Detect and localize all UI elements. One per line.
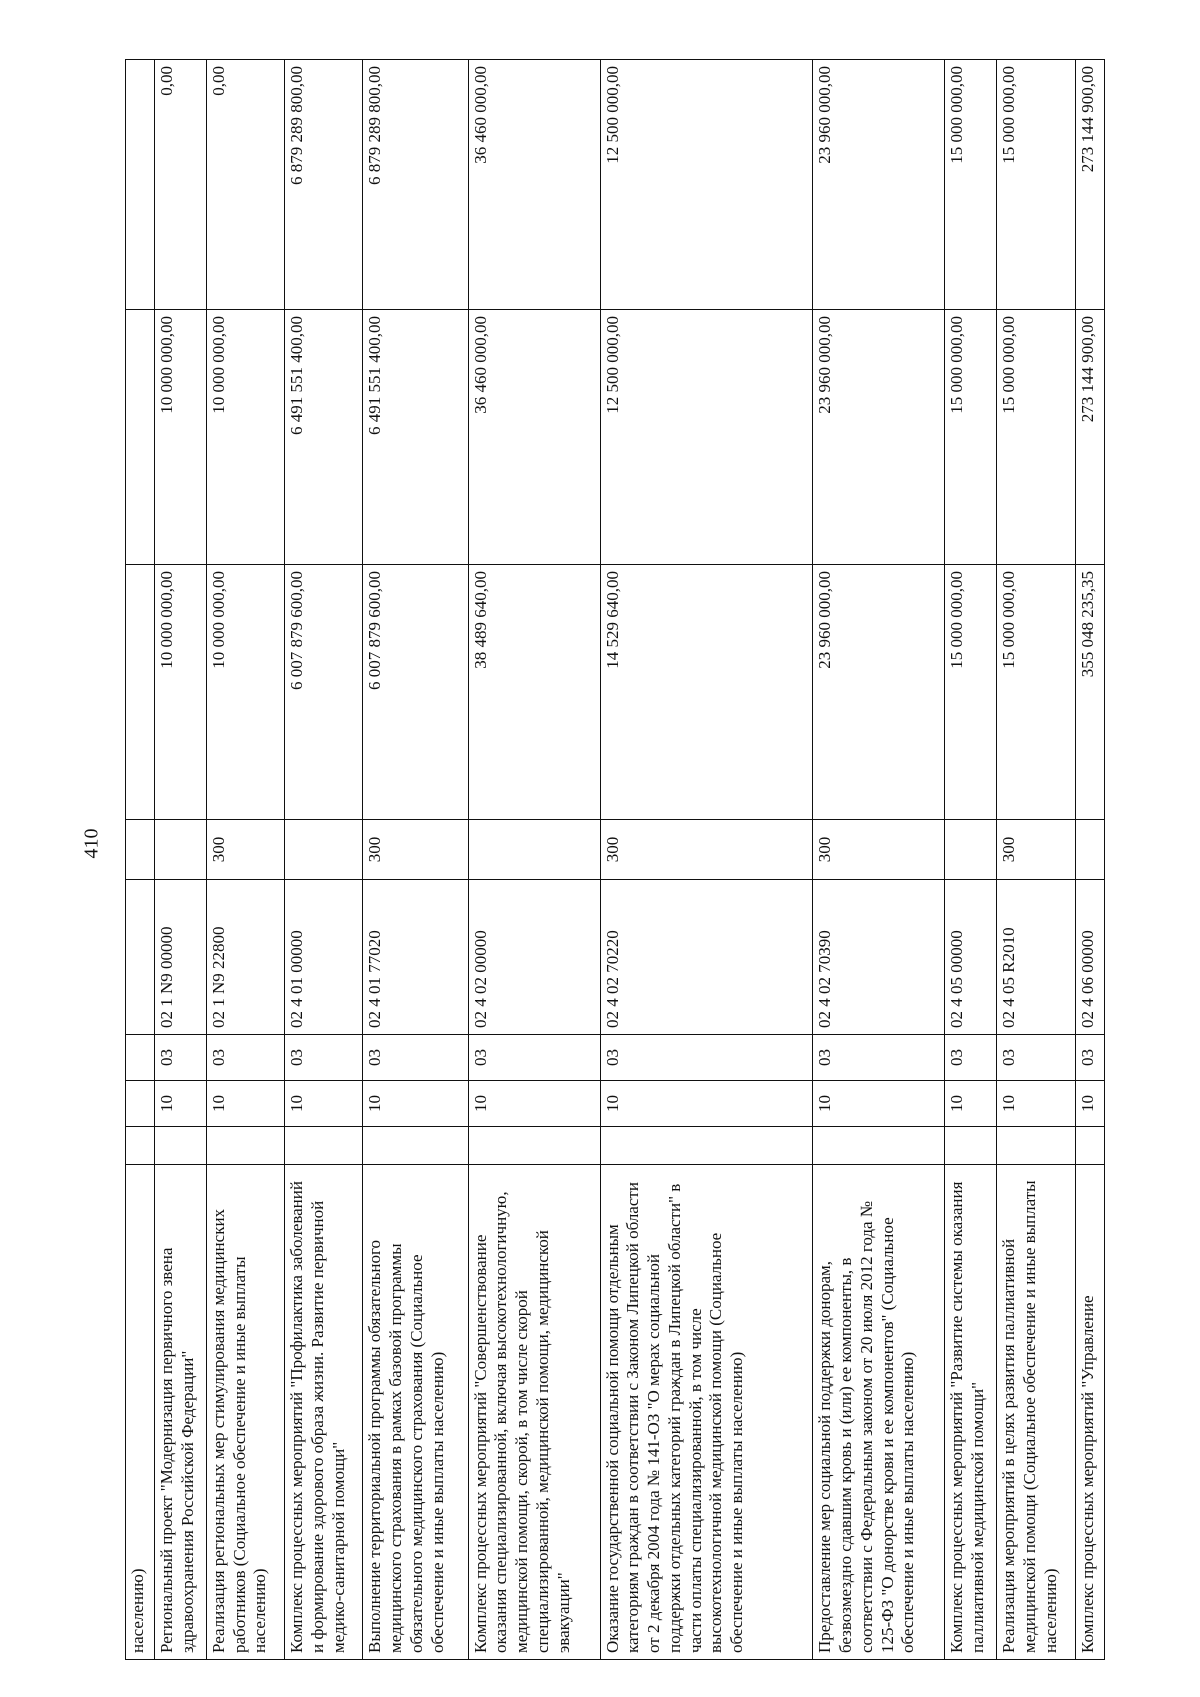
row-value-3: 6 879 289 800,00 — [285, 60, 363, 310]
row-gr — [468, 1127, 600, 1165]
row-rz: 10 — [997, 1081, 1075, 1127]
row-rz: 10 — [363, 1081, 468, 1127]
row-value-3: 12 500 000,00 — [600, 60, 813, 310]
row-name: Региональный проект "Модернизация первичного звена здравоохранения Российской Федерации" — [154, 1165, 206, 1660]
row-pr: 03 — [997, 1035, 1075, 1081]
row-pr: 03 — [468, 1035, 600, 1081]
row-name: Реализация региональных мер стимулирования медицинских работников (Социальное обеспечение и иные выплаты населению) — [206, 1165, 284, 1660]
row-rz: 10 — [945, 1081, 997, 1127]
row-vr: 300 — [997, 820, 1075, 880]
row-rz: 10 — [1075, 1081, 1104, 1127]
row-value-1: 23 960 000,00 — [813, 565, 945, 820]
row-name: Оказание государственной социальной помощи отдельным категориям граждан в соответствии с Законом Липецкой области от 2 декабря 2004 года № 141-ОЗ "О мерах социальной поддержки отдельных категорий граждан в Липецкой области" в части оплаты специализированной, в том числе высокотехнологичной медицинской помощи (Социальное обеспечение и иные выплаты населению) — [600, 1165, 813, 1660]
row-vr — [126, 820, 155, 880]
row-csr — [126, 880, 155, 1035]
table-row — [363, 60, 468, 1660]
row-vr: 300 — [206, 820, 284, 880]
row-value-3: 0,00 — [154, 60, 206, 310]
row-value-2 — [126, 310, 155, 565]
row-value-3: 36 460 000,00 — [468, 60, 600, 310]
row-value-3: 15 000 000,00 — [997, 60, 1075, 310]
row-csr: 02 4 02 70220 — [600, 880, 813, 1035]
row-pr: 03 — [945, 1035, 997, 1081]
row-value-2: 15 000 000,00 — [945, 310, 997, 565]
row-vr: 300 — [363, 820, 468, 880]
row-pr: 03 — [363, 1035, 468, 1081]
table-row — [206, 60, 284, 1660]
row-value-2: 23 960 000,00 — [813, 310, 945, 565]
table-row — [126, 60, 155, 1660]
row-value-3 — [126, 60, 155, 310]
row-vr — [154, 820, 206, 880]
row-csr: 02 4 05 00000 — [945, 880, 997, 1035]
row-gr — [945, 1127, 997, 1165]
row-value-2: 10 000 000,00 — [206, 310, 284, 565]
row-value-3: 23 960 000,00 — [813, 60, 945, 310]
row-name: Комплекс процессных мероприятий "Управление — [1075, 1165, 1104, 1660]
row-value-2: 10 000 000,00 — [154, 310, 206, 565]
row-value-3: 273 144 900,00 — [1075, 60, 1104, 310]
row-value-1: 6 007 879 600,00 — [363, 565, 468, 820]
row-value-1: 14 529 640,00 — [600, 565, 813, 820]
row-name: Комплекс процессных мероприятий "Профилактика заболеваний и формирование здорового образа жизни. Развитие первичной медико-санитарной помощи" — [285, 1165, 363, 1660]
table-row — [997, 60, 1075, 1660]
row-value-1: 15 000 000,00 — [997, 565, 1075, 820]
rotated-table-wrapper — [125, 60, 1105, 1660]
row-pr: 03 — [206, 1035, 284, 1081]
row-value-2: 12 500 000,00 — [600, 310, 813, 565]
table-row — [468, 60, 600, 1660]
row-csr: 02 4 02 00000 — [468, 880, 600, 1035]
row-gr — [997, 1127, 1075, 1165]
row-pr: 03 — [1075, 1035, 1104, 1081]
row-value-1: 15 000 000,00 — [945, 565, 997, 820]
row-gr — [285, 1127, 363, 1165]
table-row — [600, 60, 813, 1660]
row-rz — [126, 1081, 155, 1127]
row-gr — [813, 1127, 945, 1165]
row-gr — [154, 1127, 206, 1165]
row-pr: 03 — [154, 1035, 206, 1081]
row-name: Реализация мероприятий в целях развития паллиативной медицинской помощи (Социальное обеспечение и иные выплаты населению) — [997, 1165, 1075, 1660]
row-pr — [126, 1035, 155, 1081]
row-csr: 02 4 01 00000 — [285, 880, 363, 1035]
row-name: Выполнение территориальной программы обязательного медицинского страхования в рамках базовой программы обязательного медицинского страхования (Социальное обеспечение и иные выплаты населению) — [363, 1165, 468, 1660]
row-csr: 02 4 01 77020 — [363, 880, 468, 1035]
row-value-2: 273 144 900,00 — [1075, 310, 1104, 565]
row-csr: 02 4 05 R2010 — [997, 880, 1075, 1035]
row-value-1 — [126, 565, 155, 820]
row-rz: 10 — [206, 1081, 284, 1127]
row-csr: 02 4 02 70390 — [813, 880, 945, 1035]
row-csr: 02 1 N9 00000 — [154, 880, 206, 1035]
row-pr: 03 — [600, 1035, 813, 1081]
row-name: Комплекс процессных мероприятий "Совершенствование оказания специализированной, включая высокотехнологичную, медицинской помощи, скорой, в том числе скорой специализированной, медицинской помощи, медицинской эвакуации" — [468, 1165, 600, 1660]
row-vr: 300 — [813, 820, 945, 880]
row-value-3: 6 879 289 800,00 — [363, 60, 468, 310]
row-gr — [206, 1127, 284, 1165]
row-name: Предоставление мер социальной поддержки донорам, безвозмездно сдавшим кровь и (или) ее компоненты, в соответствии с Федеральным законом от 20 июля 2012 года № 125-ФЗ "О донорстве крови и ее компонентов" (Социальное обеспечение и иные выплаты населению) — [813, 1165, 945, 1660]
row-name: населению) — [126, 1165, 155, 1660]
row-rz: 10 — [813, 1081, 945, 1127]
table-row — [813, 60, 945, 1660]
row-rz: 10 — [285, 1081, 363, 1127]
page-number: 410 — [80, 828, 103, 859]
table-row — [154, 60, 206, 1660]
table-row — [285, 60, 363, 1660]
row-value-3: 15 000 000,00 — [945, 60, 997, 310]
row-gr — [363, 1127, 468, 1165]
row-value-1: 6 007 879 600,00 — [285, 565, 363, 820]
row-value-2: 36 460 000,00 — [468, 310, 600, 565]
row-value-3: 0,00 — [206, 60, 284, 310]
row-value-2: 6 491 551 400,00 — [363, 310, 468, 565]
budget-table — [125, 59, 1105, 1660]
table-row — [1075, 60, 1104, 1660]
row-value-1: 10 000 000,00 — [154, 565, 206, 820]
row-value-1: 10 000 000,00 — [206, 565, 284, 820]
table-row — [945, 60, 997, 1660]
row-gr — [1075, 1127, 1104, 1165]
row-csr: 02 4 06 00000 — [1075, 880, 1104, 1035]
row-value-2: 6 491 551 400,00 — [285, 310, 363, 565]
row-gr — [126, 1127, 155, 1165]
row-vr: 300 — [600, 820, 813, 880]
row-value-2: 15 000 000,00 — [997, 310, 1075, 565]
row-vr — [1075, 820, 1104, 880]
row-pr: 03 — [813, 1035, 945, 1081]
row-rz: 10 — [154, 1081, 206, 1127]
row-csr: 02 1 N9 22800 — [206, 880, 284, 1035]
row-rz: 10 — [468, 1081, 600, 1127]
row-pr: 03 — [285, 1035, 363, 1081]
row-value-1: 355 048 235,35 — [1075, 565, 1104, 820]
row-vr — [285, 820, 363, 880]
row-rz: 10 — [600, 1081, 813, 1127]
row-vr — [945, 820, 997, 880]
row-name: Комплекс процессных мероприятий "Развитие системы оказания паллиативной медицинской помощи" — [945, 1165, 997, 1660]
row-gr — [600, 1127, 813, 1165]
row-vr — [468, 820, 600, 880]
row-value-1: 38 489 640,00 — [468, 565, 600, 820]
